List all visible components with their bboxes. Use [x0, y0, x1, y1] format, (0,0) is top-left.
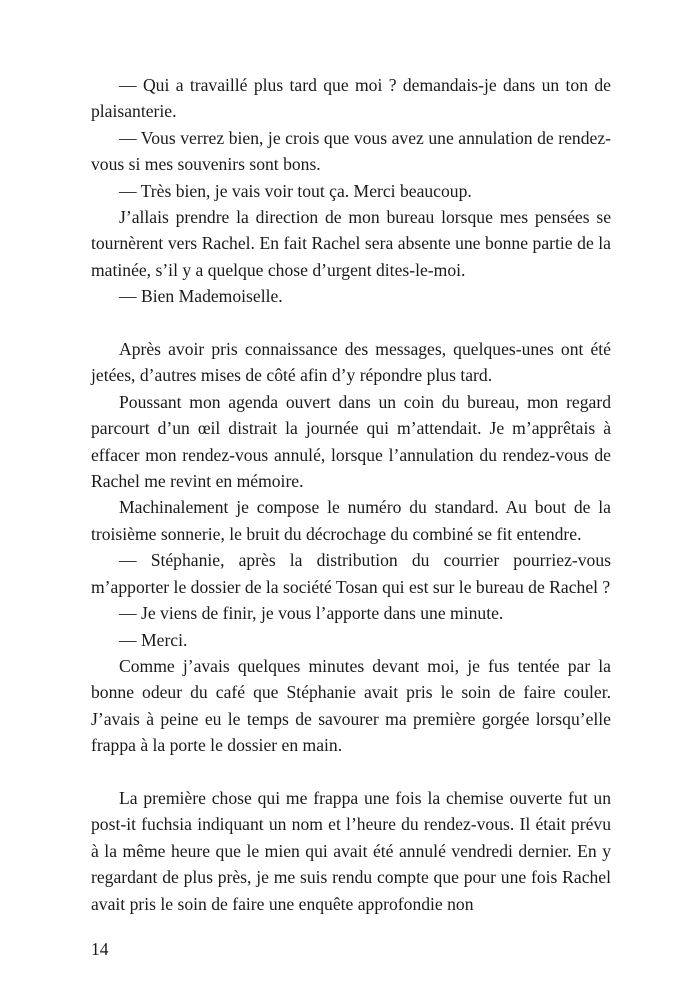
paragraph: Comme j’avais quelques minutes devant moi, je fus tentée par la bonne odeur du café que Stéphanie avait pris le soin de faire couler. J’avais à peine eu le temps de savourer ma première gorgée lorsqu’elle frappa à la porte le dossier en main. — [91, 655, 611, 756]
paragraph: La première chose qui me frappa une fois la chemise ouverte fut un post-it fuchsia indiquant un nom et l’heure du rendez-vous. Il était prévu à la même heure que le mien qui avait été annulé vendredi dernier. En y regardant de plus près, je me suis rendu compte que pour une fois Rachel avait pris le soin de faire une enquête approfondie non — [91, 787, 611, 914]
body-text — [91, 72, 611, 917]
page-number: 14 — [91, 939, 109, 959]
paragraph: Machinalement je compose le numéro du standard. Au bout de la troisième sonnerie, le bruit du décrochage du combiné se fit entendre. — [91, 497, 611, 544]
paragraph: — Merci. — [119, 629, 188, 650]
paragraph: — Vous verrez bien, je crois que vous avez une annulation de rendez-vous si mes souvenirs sont bons. — [91, 127, 611, 175]
paragraph: — Qui a travaillé plus tard que moi ? demandais-je dans un ton de plaisanterie. — [91, 75, 611, 122]
paragraph: — Bien Mademoiselle. — [119, 286, 283, 307]
paragraph: Poussant mon agenda ouvert dans un coin du bureau, mon regard parcourt d’un œil distrait la journée qui m’attendait. Je m’apprêtais à effacer mon rendez-vous annulé, lorsque l’annulation du rendez-vous de Rachel me revint en mémoire. — [91, 391, 611, 492]
paragraph: — Très bien, je vais voir tout ça. Merci beaucoup. — [119, 180, 472, 201]
paragraph: — Je viens de finir, je vous l’apporte dans une minute. — [119, 603, 504, 624]
paragraph: J’allais prendre la direction de mon bureau lorsque mes pensées se tournèrent vers Rachel. En fait Rachel sera absente une bonne partie de la matinée, s’il y a quelque chose d’urgent dites-le-moi. — [91, 207, 611, 280]
paragraph: Après avoir pris connaissance des messages, quelques-unes ont été jetées, d’autres mises de côté afin d’y répondre plus tard. — [91, 339, 611, 386]
paragraph: — Stéphanie, après la distribution du courrier pourriez-vous m’apporter le dossier de la société Tosan qui est sur le bureau de Rachel ? — [91, 550, 611, 597]
